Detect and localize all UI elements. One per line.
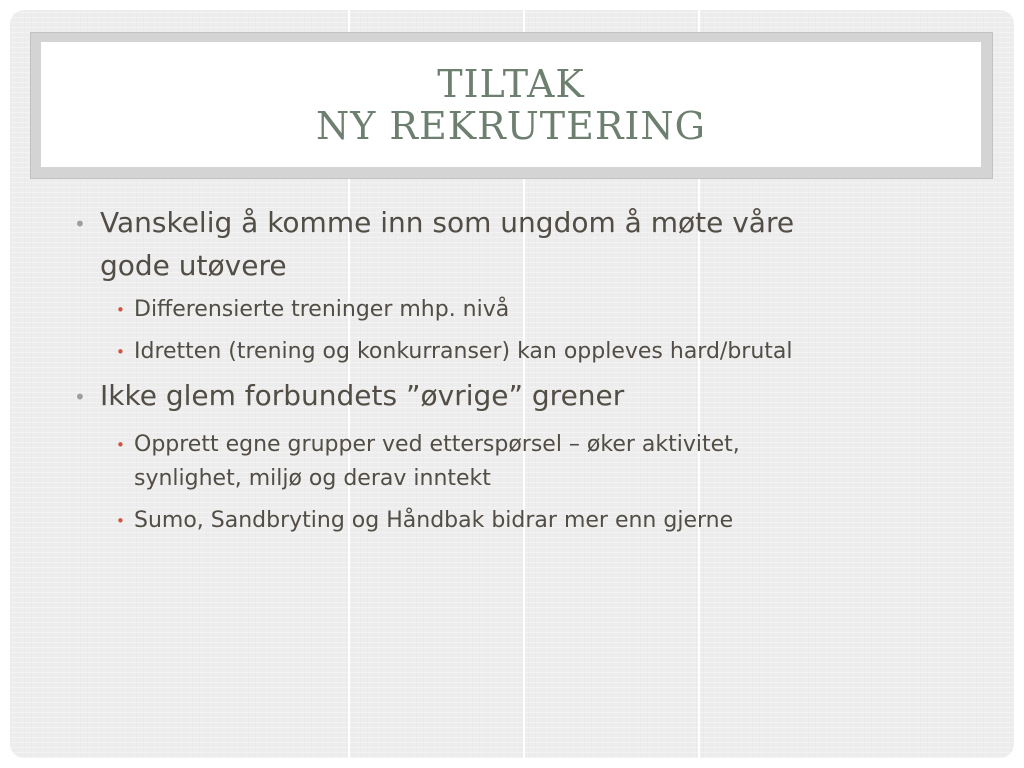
sub-bullet-text: Sumo, Sandbryting og Håndbak bidrar mer enn gjerne <box>134 508 734 533</box>
slide <box>10 10 1014 758</box>
slide-title-line-1: TILTAK <box>437 61 585 106</box>
sub-bullet-dot: • <box>116 343 125 361</box>
sub-bullet-text: Opprett egne grupper ved etterspørsel – øker aktivitet, <box>134 432 740 457</box>
title-box <box>41 42 981 167</box>
bullet-dot: • <box>74 385 86 409</box>
sub-bullet-dot: • <box>116 436 125 454</box>
sub-bullet-text-continued: synlighet, miljø og derav inntekt <box>134 466 491 491</box>
title-frame <box>30 32 993 179</box>
bullet-text: Ikke glem forbundets ”øvrige” grener <box>100 379 625 412</box>
bullet-dot: • <box>74 212 86 236</box>
sub-bullet-dot: • <box>116 301 125 319</box>
sub-bullet-text: Idretten (trening og konkurranser) kan oppleves hard/brutal <box>134 339 793 364</box>
slide-title-line-2: NY REKRUTERING <box>315 103 707 148</box>
sub-bullet-text: Differensierte treninger mhp. nivå <box>134 297 510 322</box>
bullet-text: Vanskelig å komme inn som ungdom å møte våre <box>100 206 795 239</box>
bullet-text-continued: gode utøvere <box>100 249 287 282</box>
sub-bullet-dot: • <box>116 512 125 530</box>
